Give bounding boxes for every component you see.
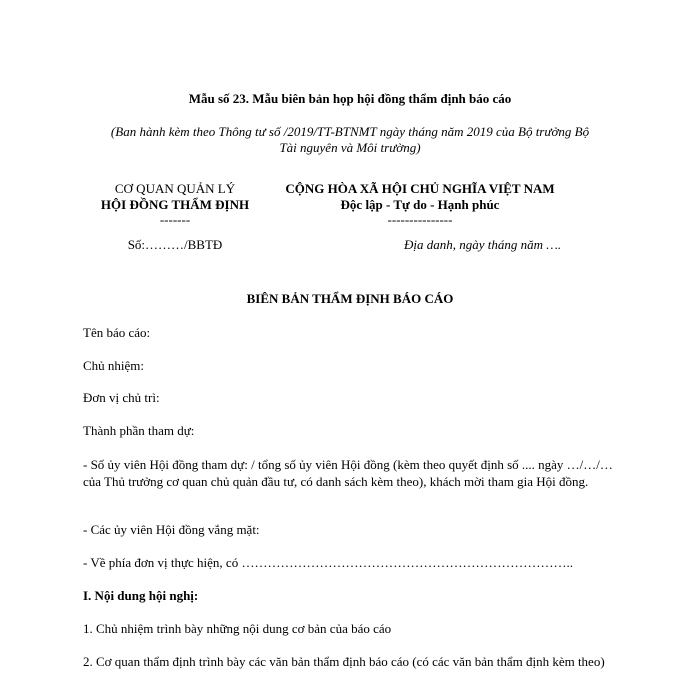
document-number: Số:………/BBTĐ [127, 237, 223, 252]
managing-agency: CƠ QUAN QUẢN LÝ [114, 181, 236, 196]
issued-note-line2: Tài nguyên và Môi trường) [279, 140, 421, 155]
participants-label: Thành phần tham dự: [83, 423, 195, 438]
left-divider: ------- [159, 212, 191, 227]
members-absent: - Các ủy viên Hội đồng vắng mặt: [83, 522, 260, 537]
appraisal-council: HỘI ĐỒNG THẨM ĐỊNH [100, 197, 250, 212]
document-title: BIÊN BẢN THẨM ĐỊNH BÁO CÁO [246, 291, 454, 306]
item-1: 1. Chủ nhiệm trình bày những nội dung cơ bản của báo cáo [83, 621, 392, 636]
chair-label: Chủ nhiệm: [83, 358, 145, 373]
form-title: Mẫu số 23. Mẫu biên bản họp hội đồng thẩm định báo cáo [188, 91, 512, 106]
section-1-title: I. Nội dung hội nghị: [83, 588, 199, 603]
host-unit-label: Đơn vị chủ trì: [83, 390, 160, 405]
members-attending: - Số ủy viên Hội đồng tham dự: / tổng số ủy viên Hội đồng (kèm theo quyết định số .... ngày …/…/… của Thủ trưởng cơ quan chủ quản đầu tư, có danh sách kèm theo), khách mời tham gia Hội đồng. [83, 457, 613, 489]
right-divider: --------------- [387, 212, 453, 227]
place-date: Địa danh, ngày tháng năm …. [404, 237, 562, 252]
national-motto: Độc lập - Tự do - Hạnh phúc [340, 197, 500, 212]
implementing-side: - Về phía đơn vị thực hiện, có ………………………………………………………………….. [83, 555, 573, 570]
issued-note-line1: (Ban hành kèm theo Thông tư số /2019/TT-BTNMT ngày tháng năm 2019 của Bộ trưởng Bộ [110, 124, 590, 139]
national-title: CỘNG HÒA XÃ HỘI CHỦ NGHĨA VIỆT NAM [285, 181, 555, 196]
report-name-label: Tên báo cáo: [83, 325, 151, 340]
item-2: 2. Cơ quan thẩm định trình bày các văn bản thẩm định báo cáo (có các văn bản thẩm định kèm theo) [83, 654, 605, 669]
